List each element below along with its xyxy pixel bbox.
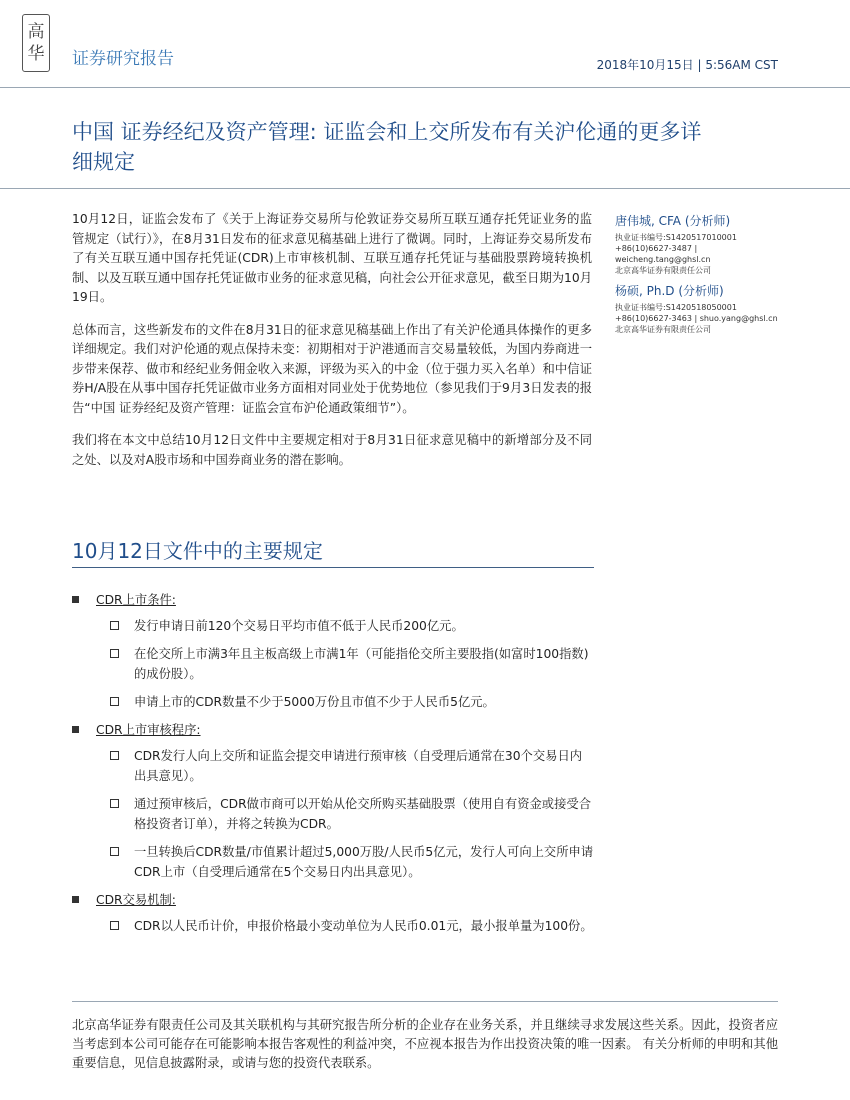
report-date: 2018年10月15日 | 5:56AM CST	[596, 58, 778, 72]
rule-text: 发行申请日前120个交易日平均市值不低于人民币200亿元。	[134, 619, 464, 633]
analyst-email[interactable]: weicheng.tang@ghsl.cn	[615, 255, 711, 264]
analyst-name[interactable]: 杨硕, Ph.D (分析师)	[615, 284, 724, 298]
analyst-phone: +86(10)6627-3487 |	[615, 244, 698, 253]
hollow-square-bullet-icon	[110, 697, 119, 706]
analyst-phone: +86(10)6627-3463 | shuo.yang@ghsl.cn	[615, 314, 778, 323]
analyst-company: 北京高华证券有限责任公司	[615, 266, 711, 275]
logo-char-1: 高	[27, 22, 45, 42]
rule-text: 一旦转换后CDR数量/市值累计超过5,000万股/人民币5亿元，发行人可向上交所申请CDR上市（自受理后通常在5个交易日内出具意见）。	[134, 845, 594, 879]
analyst-sidebar	[615, 212, 795, 341]
category-label: CDR上市审核程序:	[96, 723, 201, 737]
analyst-company: 北京高华证券有限责任公司	[615, 325, 711, 334]
category-label: CDR交易机制:	[96, 893, 176, 907]
footer-divider	[72, 1001, 778, 1002]
company-logo	[22, 14, 50, 72]
square-bullet-icon	[72, 896, 79, 903]
rule-text: CDR发行人向上交所和证监会提交申请进行预审核（自受理后通常在30个交易日内出具意见）。	[134, 749, 583, 783]
paragraph-1: 10月12日，证监会发布了《关于上海证券交易所与伦敦证券交易所互联互通存托凭证业务的监管规定（试行）》，在8月31日发布的征求意见稿基础上进行了微调。同时，上海证券交易所发布了有关互联互通中国存托凭证(CDR)上市审核机制、互联互通存托凭证与基础股票跨境转换机制、以及互联互通中国存托凭证做市业务的征求意见稿，向社会公开征求意见，截至日期为10月19日。	[72, 212, 592, 304]
rule-category	[72, 720, 594, 740]
hollow-square-bullet-icon	[110, 847, 119, 856]
rule-text: 通过预审核后，CDR做市商可以开始从伦交所购买基础股票（使用自有资金或接受合格投资者订单），并将之转换为CDR。	[134, 797, 591, 831]
analyst-cert: 执业证书编号:S1420518050001	[615, 303, 737, 312]
hollow-square-bullet-icon	[110, 751, 119, 760]
hollow-square-bullet-icon	[110, 799, 119, 808]
square-bullet-icon	[72, 726, 79, 733]
report-body	[72, 210, 592, 483]
rule-category	[72, 890, 594, 910]
rule-item	[72, 692, 594, 712]
rule-item	[72, 616, 594, 636]
rule-item	[72, 746, 594, 786]
analyst-name[interactable]: 唐伟城, CFA (分析师)	[615, 214, 731, 228]
rule-item	[72, 794, 594, 834]
analyst-info	[615, 302, 795, 335]
hollow-square-bullet-icon	[110, 921, 119, 930]
category-label: CDR上市条件:	[96, 593, 176, 607]
rules-list	[72, 590, 594, 944]
rule-item	[72, 644, 594, 684]
section-divider	[72, 567, 594, 568]
rule-category	[72, 590, 594, 610]
page-title: 中国 证券经纪及资产管理: 证监会和上交所发布有关沪伦通的更多详细规定	[72, 120, 702, 174]
square-bullet-icon	[72, 596, 79, 603]
hollow-square-bullet-icon	[110, 649, 119, 658]
section-heading: 10月12日文件中的主要规定	[72, 539, 323, 563]
logo-char-2: 华	[27, 44, 45, 64]
paragraph-2: 总体而言，这些新发布的文件在8月31日的征求意见稿基础上作出了有关沪伦通具体操作的更多详细规定。我们对沪伦通的观点保持未变：初期相对于沪港通而言交易量较低，为国内券商进一步带来保荐、做市和经纪业务佣金收入来源，评级为买入的中金（位于强力买入名单）和中信证券H/A股在从事中国存托凭证做市业务方面相对同业处于优势地位（参见我们于9月3日发表的报告“中国 证券经纪及资产管理：证监会宣布沪伦通政策细节”）。	[72, 322, 592, 415]
disclaimer-footer: 北京高华证券有限责任公司及其关联机构与其研究报告所分析的企业存在业务关系，并且继续寻求发展这些关系。因此，投资者应当考虑到本公司可能存在可能影响本报告客观性的利益冲突，不应视本报告为作出投资决策的唯一因素。 有关分析师的申明和其他重要信息，见信息披露附录，或请与您的投资代表联系。	[72, 1018, 778, 1070]
rule-item	[72, 842, 594, 882]
hollow-square-bullet-icon	[110, 621, 119, 630]
analyst-info	[615, 232, 795, 276]
rule-text: 申请上市的CDR数量不少于5000万份且市值不少于人民币5亿元。	[134, 695, 495, 709]
header-divider	[0, 87, 850, 88]
analyst-cert: 执业证书编号:S1420517010001	[615, 233, 737, 242]
rule-text: CDR以人民币计价，申报价格最小变动单位为人民币0.01元，最小报单量为100份。	[134, 919, 593, 933]
rule-text: 在伦交所上市满3年且主板高级上市满1年（可能指伦交所主要股指(如富时100指数)的成份股）。	[134, 647, 589, 681]
rule-item	[72, 916, 594, 936]
title-divider	[0, 188, 850, 189]
report-type-label: 证券研究报告	[72, 49, 174, 69]
paragraph-3: 我们将在本文中总结10月12日文件中主要规定相对于8月31日征求意见稿中的新增部分及不同之处、以及对A股市场和中国券商业务的潜在影响。	[72, 433, 592, 467]
